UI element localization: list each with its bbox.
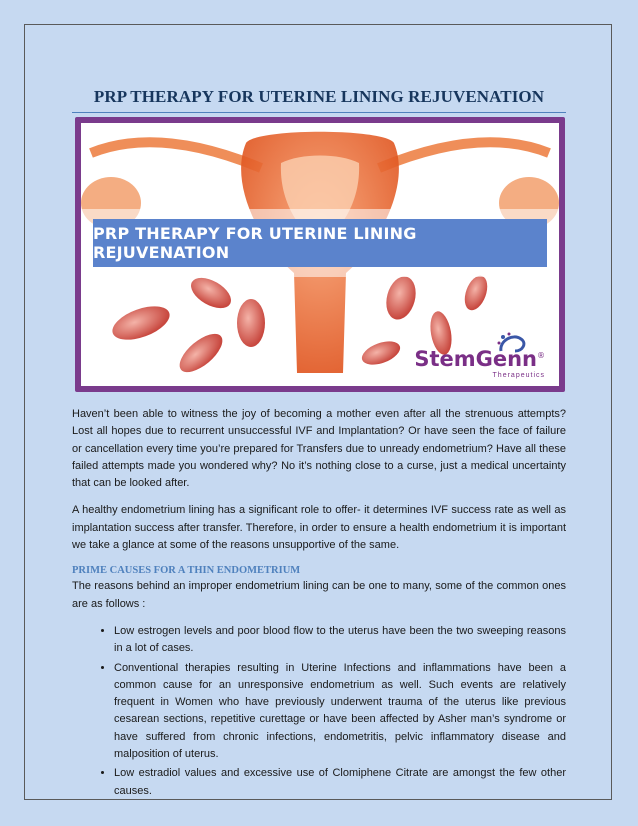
intro-paragraph: Haven’t been able to witness the joy of becoming a mother even after all the strenuous attempts? Lost all hopes due to recurrent unsuccessful IVF and Implantation? Or have seen the face of failure or cancellation every time you’re prepared for Transfers due to unready endometrium? Have all these failed attempts made you wondered why? No it’s nothing close to a curse, just a medical uncertainty that can be looked after.: [72, 408, 566, 490]
hero-illustration: [81, 123, 559, 386]
hero-banner: [93, 219, 547, 267]
causes-list: [72, 623, 566, 800]
hero-banner-text: PRP THERAPY FOR UTERINE LINING REJUVENATION: [93, 224, 417, 262]
list-item: • Low estradiol values and excessive use of Clomiphene Citrate are amongst the few other causes.: [114, 765, 566, 800]
section-heading: PRIME CAUSES FOR A THIN ENDOMETRIUM: [72, 565, 301, 577]
hero-image: [75, 117, 565, 392]
brand-subtitle: Therapeutics: [492, 372, 545, 379]
document-body: [72, 406, 566, 802]
list-item: • Conventional therapies resulting in Uterine Infections and inflammations have been a common cause for an unresponsive endometrium as well. Such events are relatively frequent in Women who have previously underwent trauma of the uterus like previous cesarean sections, repetitive curettage or have been affected by Asher man’s syndrome or have suffered from chronic infections, endometritis, pelvic inflammatory disease and malposition of uterus.: [114, 660, 566, 764]
second-paragraph: A healthy endometrium lining has a significant role to offer- it determines IVF success rate as well as implantation success after transfer. Therefore, in order to ensure a health endometrium it is important we take a glance at some of the reasons unsupportive of the same.: [72, 504, 566, 552]
registered-mark: ®: [537, 351, 545, 360]
list-item: • Low estrogen levels and poor blood flow to the uterus have been the two sweeping reasons in a lot of cases.: [114, 623, 566, 658]
brand-name: StemGenn: [414, 347, 537, 371]
section-intro: The reasons behind an improper endometrium lining can be one to many, some of the common ones are as follows :: [72, 580, 566, 610]
document-title: PRP THERAPY FOR UTERINE LINING REJUVENATION: [72, 87, 566, 113]
brand-logo: [414, 349, 545, 379]
